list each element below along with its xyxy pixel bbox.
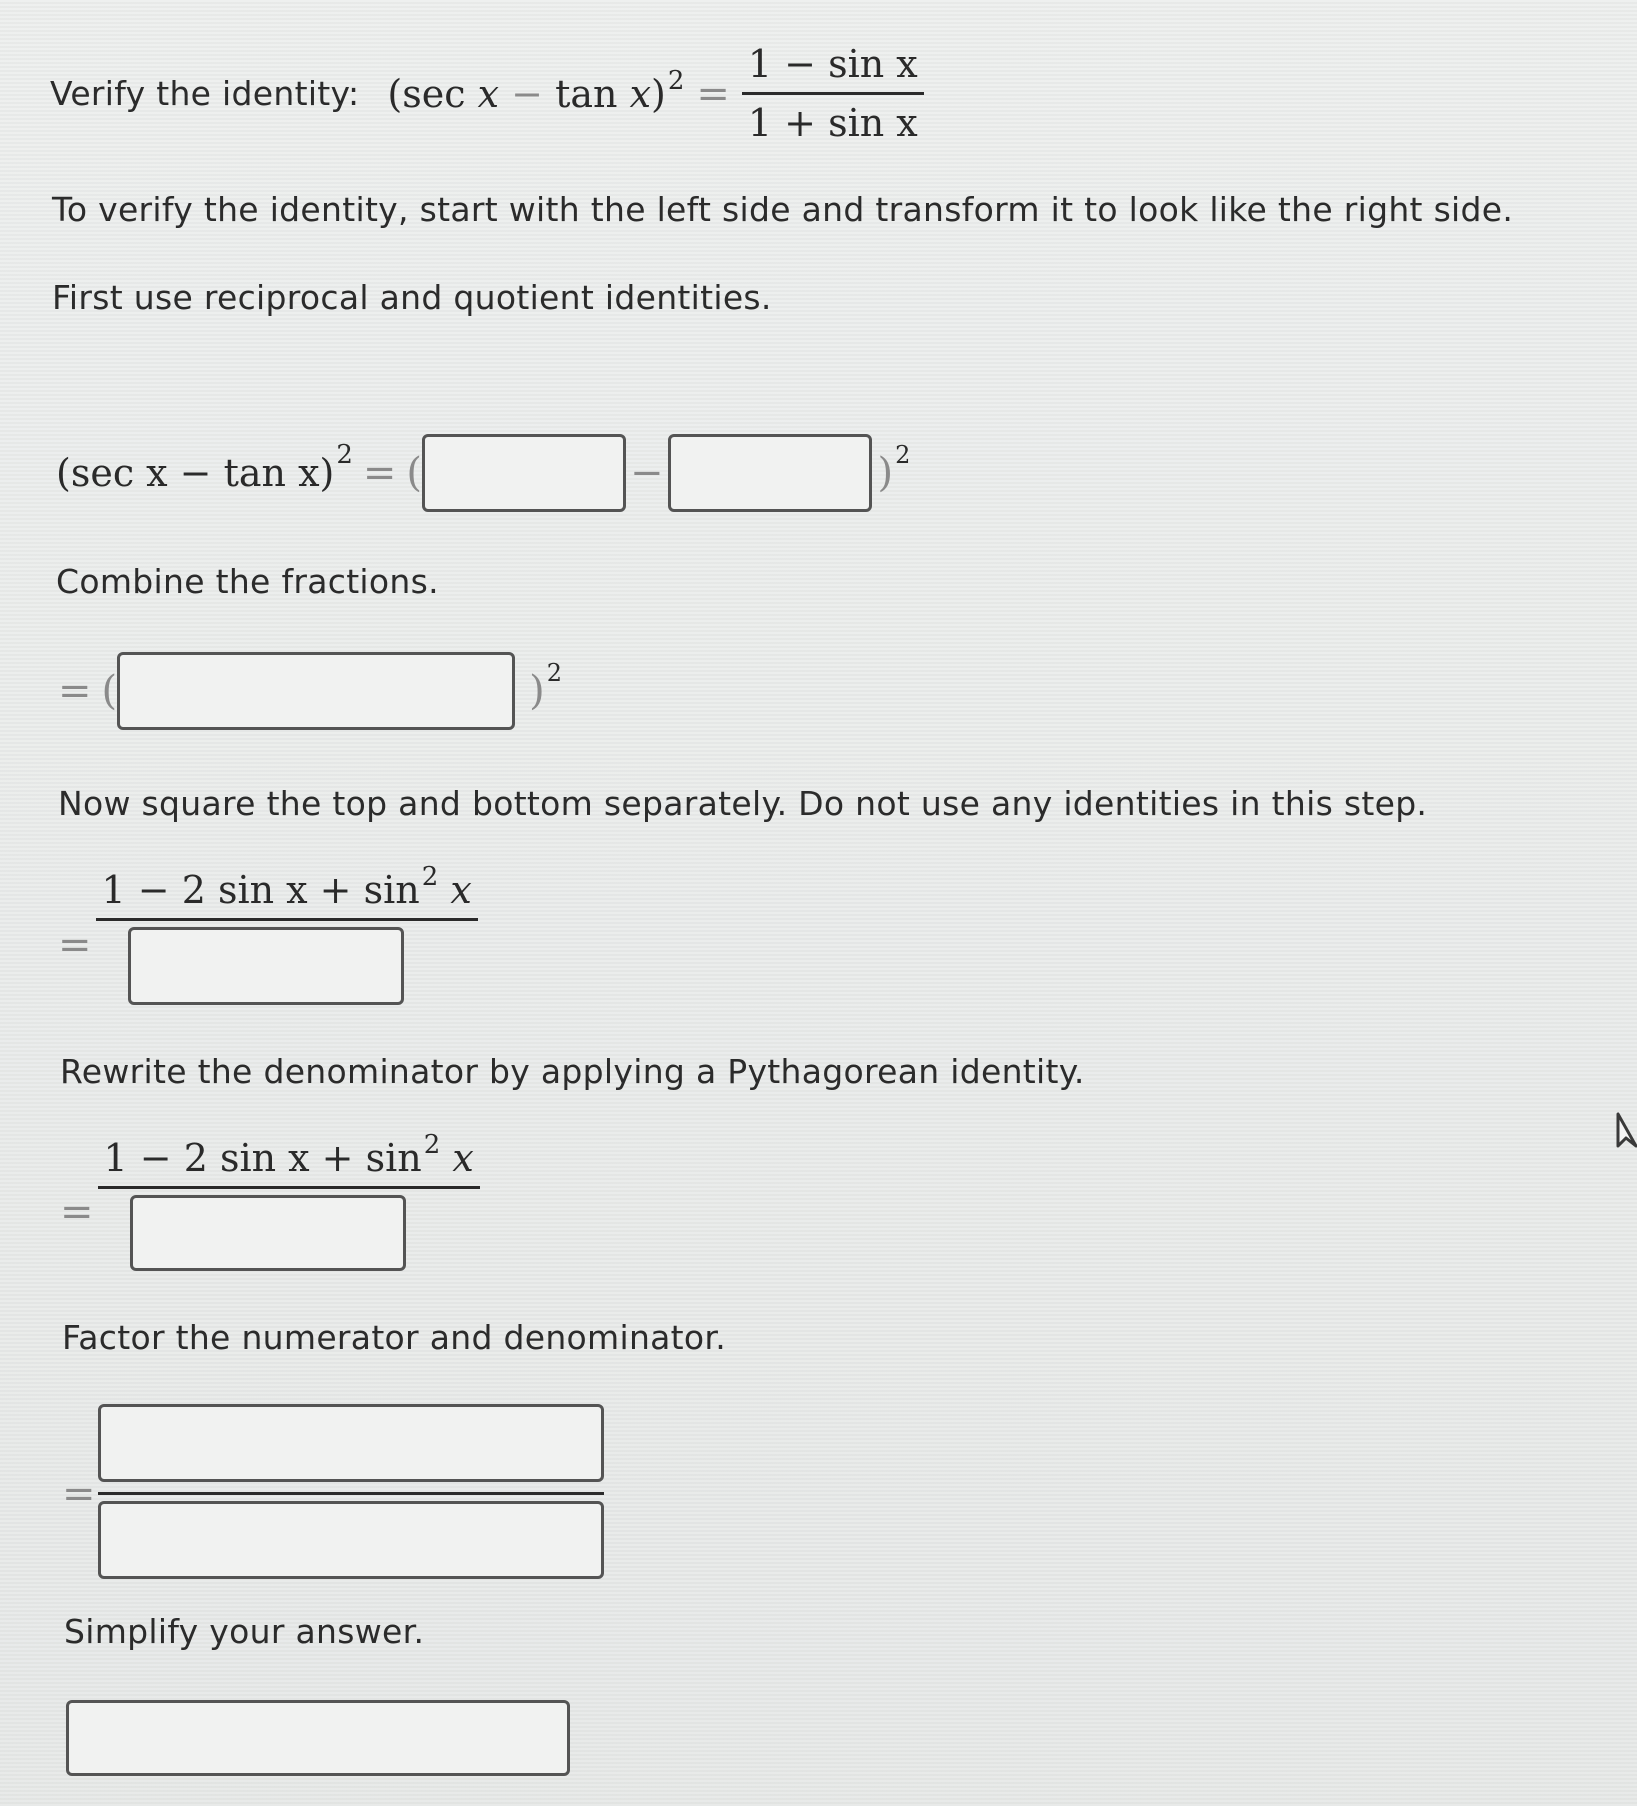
step2-expression — [58, 652, 562, 730]
step3-numerator-text: 1 − 2 sin x + sin — [101, 868, 420, 912]
instruction-step4: Rewrite the denominator by applying a Pythagorean identity. — [60, 1052, 1085, 1091]
step5-numerator — [98, 1404, 604, 1492]
step3-numerator — [96, 862, 478, 918]
step1-equals: = — [362, 450, 397, 496]
step3-numerator-exponent: 2 — [421, 862, 439, 892]
problem-lhs: (sec x − tan x)$^2$ — [387, 65, 685, 116]
step1-lhs: (sec x − tan x) — [56, 451, 335, 495]
instruction-step2: Combine the fractions. — [56, 562, 439, 601]
step6-expression — [66, 1700, 570, 1776]
problem-equals: = — [696, 70, 730, 117]
step2-exponent: 2 — [546, 659, 563, 687]
step5-fraction — [98, 1404, 604, 1583]
step3-denominator — [96, 921, 410, 1014]
step5-numerator-input[interactable] — [98, 1404, 604, 1482]
step5-equals: = — [62, 1470, 96, 1517]
step1-close-paren: ) — [877, 450, 894, 496]
lhs-x1: x — [477, 71, 500, 116]
lhs-tan: tan — [555, 71, 618, 116]
step1-first-input[interactable] — [422, 434, 626, 512]
step1-open-paren: ( — [406, 450, 423, 496]
step2-close-paren: ) — [529, 668, 545, 714]
step5-expression — [62, 1404, 604, 1583]
step1-lhs-exponent: 2 — [336, 440, 353, 470]
step2-open-paren: ( — [101, 668, 118, 714]
instruction-step5: Factor the numerator and denominator. — [62, 1318, 727, 1357]
step2-combined-input[interactable] — [117, 652, 515, 730]
mouse-pointer-icon — [1616, 1112, 1637, 1150]
step4-denominator-input[interactable] — [130, 1195, 406, 1271]
step1-expression — [56, 434, 910, 512]
lhs-exponent: 2 — [667, 65, 685, 96]
problem-statement — [50, 42, 924, 145]
step4-numerator — [98, 1130, 480, 1186]
step1-outer-exponent: 2 — [895, 441, 911, 469]
step3-denominator-input[interactable] — [128, 927, 404, 1005]
rhs-denominator: 1 + sin x — [747, 101, 918, 145]
step4-fraction — [98, 1130, 480, 1280]
lhs-x2: x — [629, 71, 651, 116]
problem-prefix: Verify the identity: — [50, 74, 360, 113]
step1-second-input[interactable] — [668, 434, 872, 512]
step1-minus: − — [630, 450, 664, 496]
step4-numerator-exponent: 2 — [423, 1130, 441, 1160]
step3-numerator-var: x — [450, 868, 472, 912]
step3-expression — [58, 862, 478, 1014]
step5-denominator-input[interactable] — [98, 1501, 604, 1579]
rhs-numerator: 1 − sin x — [747, 42, 918, 86]
step4-numerator-text: 1 − 2 sin x + sin — [103, 1136, 422, 1180]
step4-expression — [60, 1130, 480, 1280]
simplified-answer-input[interactable] — [66, 1700, 570, 1776]
problem-rhs-fraction — [742, 42, 924, 145]
step4-numerator-var: x — [452, 1136, 474, 1180]
step3-equals: = — [58, 922, 92, 968]
instruction-intro: To verify the identity, start with the left side and transform it to look like the right side. — [52, 190, 1514, 229]
instruction-step6: Simplify your answer. — [64, 1612, 425, 1651]
lhs-minus: − — [511, 71, 543, 116]
step2-equals: = — [58, 668, 92, 714]
step4-equals: = — [60, 1189, 94, 1235]
step3-fraction — [96, 862, 478, 1014]
step4-denominator — [98, 1189, 412, 1280]
instruction-step1: First use reciprocal and quotient identities. — [52, 278, 772, 317]
step5-denominator — [98, 1495, 604, 1583]
instruction-step3: Now square the top and bottom separately. Do not use any identities in this step. — [58, 784, 1428, 823]
lhs-sec: sec — [402, 71, 466, 116]
